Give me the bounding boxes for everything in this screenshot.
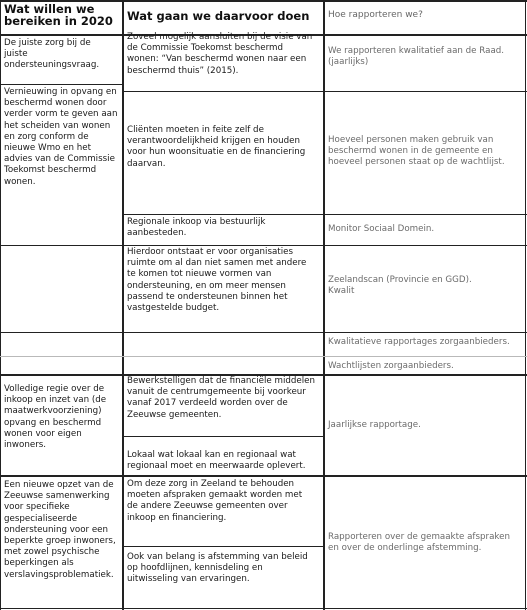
row-divider: [0, 356, 527, 357]
header-goal: Wat willen we bereiken in 2020: [4, 2, 113, 28]
row-divider: [124, 214, 527, 215]
action-cell: Bewerkstelligen dat de financiële middelen vanuit de centrumgemeente bij voorkeur vanaf 2017 verdeeld worden over de Zeeuwse gemeenten.: [127, 376, 316, 420]
action-cell: Zoveel mogelijk aansluiten bij de visie van de Commissie Toekomst beschermd wonen: “Van beschermd wonen naar een beschermd thuis” (2015).: [127, 32, 313, 76]
row-divider: [124, 436, 324, 437]
table-border-left: [0, 0, 1, 610]
report-cell: Wachtlijsten zorgaanbieders.: [328, 361, 454, 371]
goal-cell: Een nieuwe opzet van de Zeeuwse samenwerking voor specifieke gespecialiseerde ondersteuning voor een beperkte groep inwoners, met zowel psychische beperkingen als verslavingsproblematiek.: [4, 480, 116, 580]
row-divider: [124, 91, 527, 92]
report-cell: Hoeveel personen maken gebruik van beschermd wonen in de gemeente en hoeveel personen staat op de wachtlijst.: [328, 135, 505, 168]
header-reporting: Hoe rapporteren we?: [328, 10, 423, 20]
action-cell: Ook van belang is afstemming van beleid op hoofdlijnen, kennisdeling en uitwisseling van ervaringen.: [127, 552, 308, 585]
report-cell: Rapporteren over de gemaakte afspraken en over de onderlinge afstemming.: [328, 532, 510, 554]
report-cell: We rapporteren kwalitatief aan de Raad. (jaarlijks): [328, 46, 505, 68]
action-cell: Hierdoor ontstaat er voor organisaties ruimte om al dan niet samen met andere te komen tot nieuwe vormen van ondersteuning, en om meer mensen passend te ondersteunen binnen het vastgestelde budget.: [127, 247, 307, 314]
action-cell: Regionale inkoop via bestuurlijk aanbesteden.: [127, 217, 266, 239]
action-cell: Cliënten moeten in feite zelf de verantwoordelijkheid krijgen en houden voor hun woonsituatie en de financiering daarvan.: [127, 125, 306, 169]
row-divider: [0, 84, 124, 85]
report-cell: Jaarlijkse rapportage.: [328, 420, 421, 430]
header-action: Wat gaan we daarvoor doen: [127, 9, 310, 23]
report-cell: Kwalitatieve rapportages zorgaanbieders.: [328, 337, 510, 347]
row-divider: [0, 332, 527, 333]
action-cell: Lokaal wat lokaal kan en regionaal wat regionaal moet en meerwaarde oplevert.: [127, 450, 306, 472]
row-divider: [0, 245, 527, 246]
row-divider: [124, 546, 324, 547]
goal-cell: Vernieuwing in opvang en beschermd wonen door verder vorm te geven aan het scheiden van wonen en zorg conform de nieuwe Wmo en het advies van de Commissie Toekomst beschermd wonen.: [4, 87, 118, 187]
table-border-bottom: [0, 608, 527, 609]
goal-cell: Volledige regie over de inkoop en inzet van (de maatwerkvoorziening) opvang en beschermd wonen voor eigen inwoners.: [4, 384, 107, 451]
action-cell: Om deze zorg in Zeeland te behouden moeten afspraken gemaakt worden met de andere Zeeuwse gemeenten over inkoop en financiering.: [127, 479, 303, 523]
goal-cell: De juiste zorg bij de juiste ondersteuningsvraag.: [4, 38, 100, 71]
report-cell: Zeelandscan (Provincie en GGD). Kwalit: [328, 275, 472, 297]
section-divider-2: [0, 475, 527, 477]
report-cell: Monitor Sociaal Domein.: [328, 224, 435, 234]
